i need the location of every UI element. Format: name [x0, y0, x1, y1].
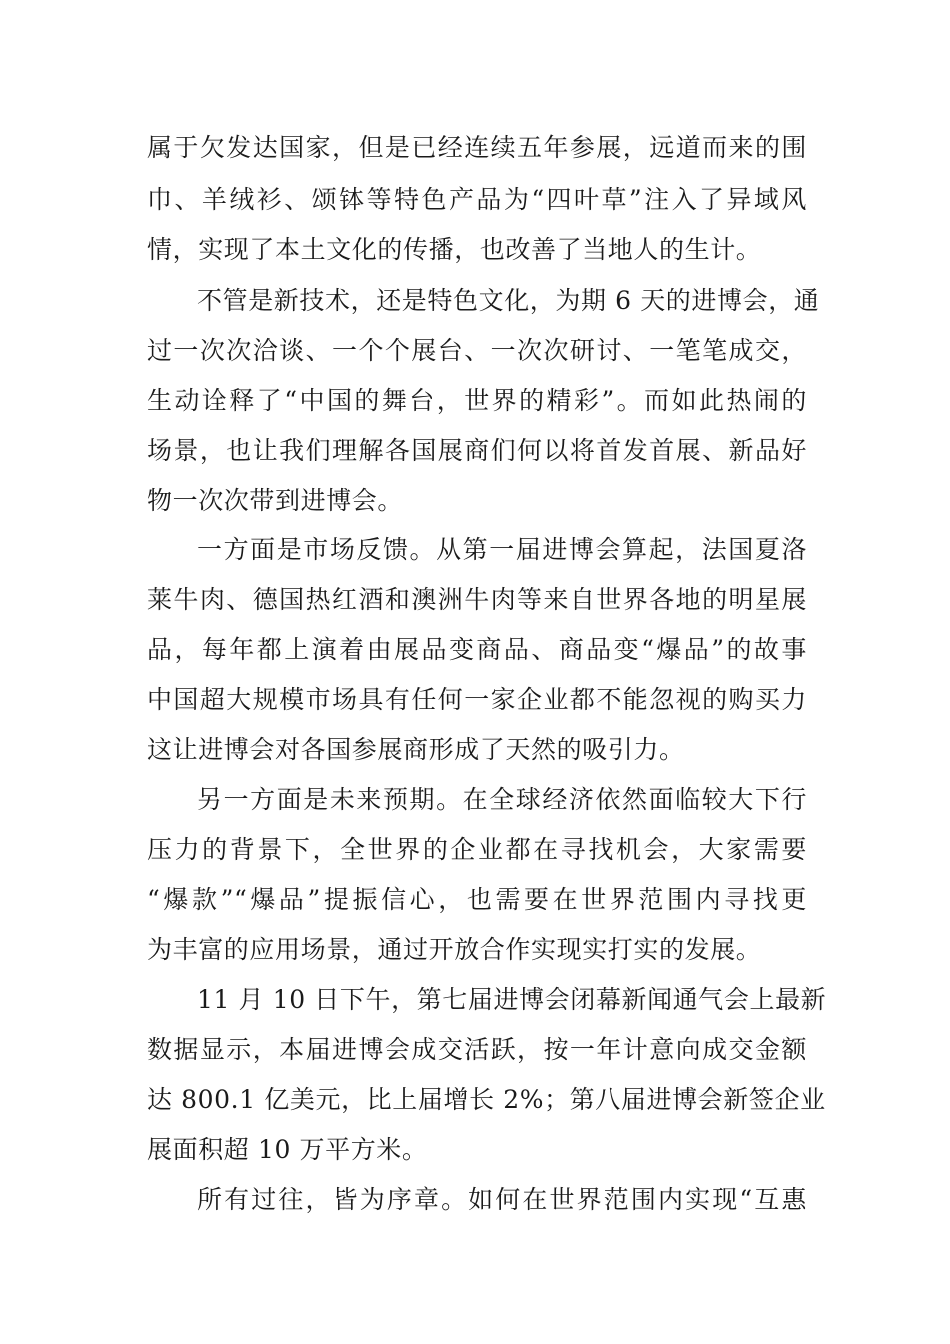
paragraph-first-line: 一方面是市场反馈。从第一届进博会算起，法国夏洛: [197, 535, 807, 564]
paragraph-first-line: 所有过往，皆为序章。如何在世界范围内实现“互惠: [197, 1185, 807, 1214]
text-line: 莱牛肉、德国热红酒和澳洲牛肉等来自世界各地的明星展: [147, 585, 807, 614]
text-line: 品，每年都上演着由展品变商品、商品变“爆品”的故事: [147, 635, 807, 664]
text-line: 过一次次洽谈、一个个展台、一次次研讨、一笔笔成交，: [147, 336, 807, 365]
paragraph-first-line: 不管是新技术，还是特色文化，为期 6 天的进博会，通: [197, 286, 820, 315]
text-line: 物一次次带到进博会。: [147, 486, 404, 515]
text-line: 生动诠释了“中国的舞台，世界的精彩”。而如此热闹的: [147, 386, 807, 415]
text-line: 巾、羊绒衫、颂钵等特色产品为“四叶草”注入了异域风: [147, 185, 807, 214]
text-line: 这让进博会对各国参展商形成了天然的吸引力。: [147, 735, 685, 764]
text-line: 场景，也让我们理解各国展商们何以将首发首展、新品好: [147, 436, 807, 465]
paragraph-first-line: 11 月 10 日下午，第七届进博会闭幕新闻通气会上最新: [197, 985, 827, 1014]
text-line: 中国超大规模市场具有任何一家企业都不能忽视的购买力: [147, 685, 807, 714]
text-line: “爆款”“爆品”提振信心，也需要在世界范围内寻找更: [147, 885, 807, 914]
text-line: 达 800.1 亿美元，比上届增长 2%；第八届进博会新签企业: [147, 1085, 826, 1114]
text-line: 属于欠发达国家，但是已经连续五年参展，远道而来的围: [147, 133, 807, 162]
text-line: 压力的背景下，全世界的企业都在寻找机会，大家需要: [147, 835, 807, 864]
text-line: 为丰富的应用场景，通过开放合作实现实打实的发展。: [147, 935, 762, 964]
text-line: 数据显示，本届进博会成交活跃，按一年计意向成交金额: [147, 1035, 807, 1064]
text-line: 情，实现了本土文化的传播，也改善了当地人的生计。: [147, 235, 762, 264]
paragraph-first-line: 另一方面是未来预期。在全球经济依然面临较大下行: [197, 785, 807, 814]
text-line: 展面积超 10 万平方米。: [147, 1135, 428, 1164]
